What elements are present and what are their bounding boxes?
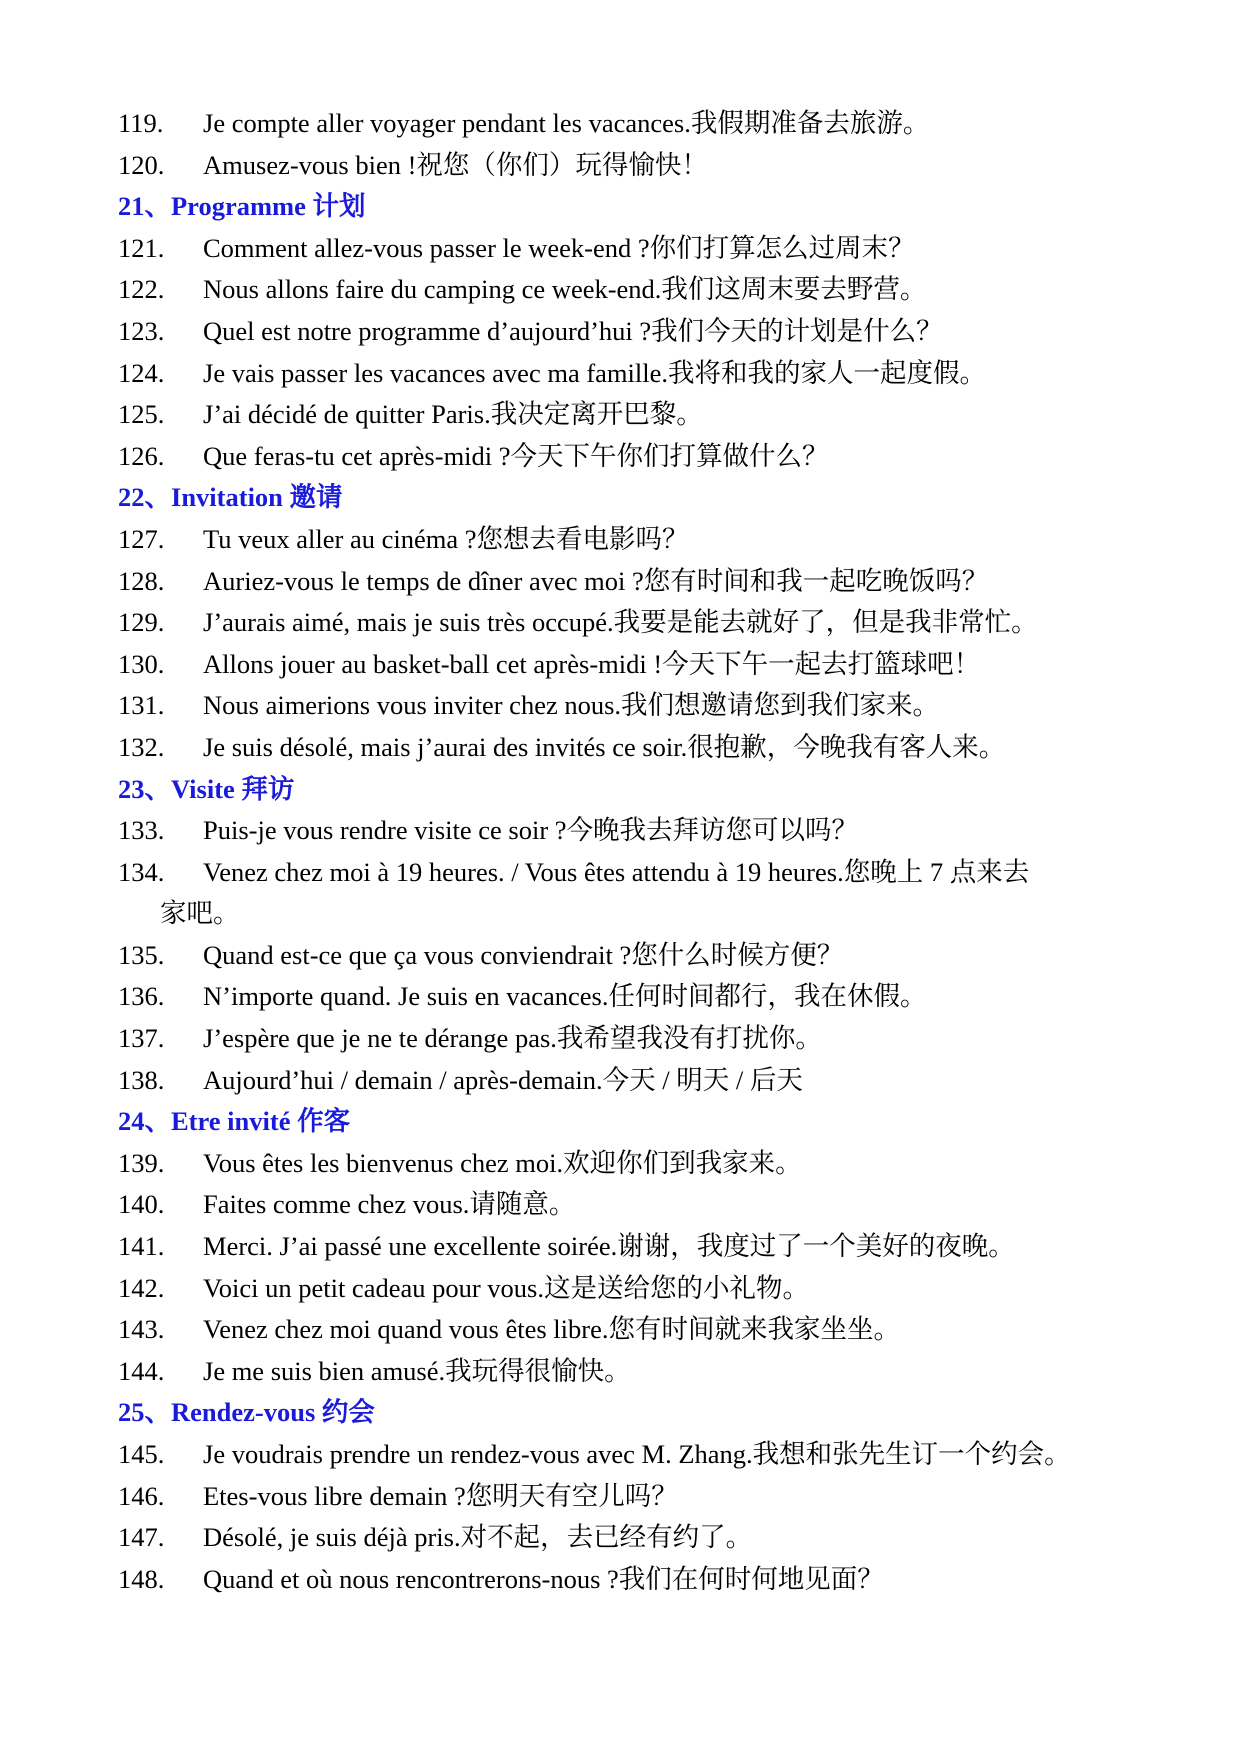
list-item-number: 119. bbox=[118, 108, 164, 138]
list-item-text: J’espère que je ne te dérange pas.我希望我没有打扰你。 bbox=[203, 1023, 822, 1054]
list-item bbox=[0, 1018, 1241, 1060]
list-item-number: 128. bbox=[118, 565, 165, 596]
list-item-text: Que feras-tu cet après-midi ?今天下午你们打算做什么？ bbox=[203, 440, 829, 471]
section-heading-text: 23、Visite 拜访 bbox=[118, 773, 295, 804]
list-item-text: Quand est-ce que ça vous conviendrait ?您什么时候方便？ bbox=[203, 939, 844, 970]
list-item-text: Etes-vous libre demain ?您明天有空儿吗？ bbox=[203, 1480, 678, 1511]
list-item-text: Vous êtes les bienvenus chez moi.欢迎你们到我家来。 bbox=[203, 1147, 802, 1178]
list-item-number: 141. bbox=[118, 1231, 165, 1262]
list-item bbox=[0, 1060, 1241, 1102]
list-item bbox=[0, 1226, 1241, 1268]
section-heading-text: 24、Etre invité 作客 bbox=[118, 1106, 351, 1137]
list-item-number: 138. bbox=[118, 1064, 165, 1095]
list-item bbox=[0, 103, 1241, 145]
list-item bbox=[0, 976, 1241, 1018]
list-item-text: Désolé, je suis déjà pris.对不起，去已经有约了。 bbox=[203, 1522, 753, 1553]
list-item-text: Merci. J’ai passé une excellente soirée.谢谢，我度过了一个美好的夜晚。 bbox=[203, 1231, 1015, 1262]
list-item-number: 132. bbox=[118, 731, 165, 762]
list-item-number: 145. bbox=[118, 1439, 165, 1469]
list-item-text: Quel est notre programme d’aujourd’hui ?我们今天的计划是什么？ bbox=[203, 315, 943, 346]
list-item-text: J’aurais aimé, mais je suis très occupé.我要是能去就好了，但是我非常忙。 bbox=[203, 607, 1038, 638]
list-item bbox=[0, 311, 1241, 353]
list-item-number: 144. bbox=[118, 1355, 165, 1386]
list-item-number: 133. bbox=[118, 815, 165, 846]
list-item-number: 121. bbox=[118, 232, 165, 263]
list-item bbox=[0, 1143, 1241, 1185]
list-item-text: Comment allez-vous passer le week-end ?你们打算怎么过周末？ bbox=[203, 232, 915, 263]
list-item bbox=[0, 1351, 1241, 1393]
section-heading bbox=[0, 186, 1241, 228]
list-item-text: N’importe quand. Je suis en vacances.任何时间都行，我在休假。 bbox=[203, 981, 927, 1012]
list-item-number: 140. bbox=[118, 1189, 165, 1220]
list-item-number: 129. bbox=[118, 607, 165, 638]
list-item-text: Amusez-vous bien !祝您（你们）玩得愉快！ bbox=[203, 149, 708, 180]
list-item-text: J’ai décidé de quitter Paris.我决定离开巴黎。 bbox=[203, 399, 703, 430]
list-item-number: 139. bbox=[118, 1147, 165, 1178]
list-item-number: 147. bbox=[118, 1522, 165, 1553]
list-item-number: 142. bbox=[118, 1272, 165, 1303]
section-heading-text: 25、Rendez-vous 约会 bbox=[118, 1397, 375, 1428]
list-item bbox=[0, 685, 1241, 727]
document-page bbox=[0, 103, 1241, 1600]
list-item bbox=[0, 353, 1241, 395]
list-item-text: Je suis désolé, mais j’aurai des invités ce soir.很抱歉，今晚我有客人来。 bbox=[203, 731, 1006, 762]
list-item bbox=[0, 935, 1241, 977]
list-item-number: 134. bbox=[118, 856, 165, 887]
section-heading bbox=[0, 477, 1241, 519]
list-item-number: 124. bbox=[118, 357, 165, 388]
list-item-text: Nous allons faire du camping ce week-end.我们这周末要去野营。 bbox=[203, 274, 927, 305]
list-item bbox=[0, 145, 1241, 187]
list-item-text: Faites comme chez vous.请随意。 bbox=[203, 1189, 576, 1220]
list-item bbox=[0, 1434, 1241, 1476]
list-item-number: 126. bbox=[118, 440, 165, 471]
list-item-number: 137. bbox=[118, 1023, 165, 1054]
list-item-text: Puis-je vous rendre visite ce soir ?今晚我去拜访您可以吗？ bbox=[203, 815, 859, 846]
list-item bbox=[0, 1476, 1241, 1518]
list-item-number: 125. bbox=[118, 399, 165, 430]
list-item-number: 122. bbox=[118, 274, 165, 305]
list-item-number: 143. bbox=[118, 1314, 165, 1345]
list-item-number: 127. bbox=[118, 523, 165, 554]
list-item bbox=[0, 644, 1241, 686]
list-item-text: Je voudrais prendre un rendez-vous avec M. Zhang.我想和张先生订一个约会。 bbox=[203, 1439, 1071, 1469]
list-item-number: 120. bbox=[118, 149, 165, 180]
list-item-continuation bbox=[0, 893, 1241, 935]
list-item-text: Aujourd’hui / demain / après-demain.今天 / 明天 / 后天 bbox=[203, 1064, 803, 1095]
list-item bbox=[0, 810, 1241, 852]
list-item-number: 148. bbox=[118, 1563, 165, 1594]
list-item bbox=[0, 852, 1241, 894]
list-item bbox=[0, 1268, 1241, 1310]
section-heading-text: 22、Invitation 邀请 bbox=[118, 482, 343, 513]
list-item bbox=[0, 1184, 1241, 1226]
list-item-number: 131. bbox=[118, 690, 165, 721]
list-item-text: Voici un petit cadeau pour vous.这是送给您的小礼物。 bbox=[203, 1272, 809, 1303]
list-item bbox=[0, 436, 1241, 478]
list-item bbox=[0, 519, 1241, 561]
list-item-text: 家吧。 bbox=[160, 898, 240, 929]
list-item-text: Nous aimerions vous inviter chez nous.我们想邀请您到我们家来。 bbox=[203, 690, 940, 721]
section-heading bbox=[0, 1392, 1241, 1434]
list-item-number: 130. bbox=[118, 648, 165, 679]
list-item-text: Quand et où nous rencontrerons-nous ?我们在何时何地见面？ bbox=[203, 1563, 884, 1594]
list-item-text: Venez chez moi quand vous êtes libre.您有时间就来我家坐坐。 bbox=[203, 1314, 900, 1345]
list-item bbox=[0, 561, 1241, 603]
section-heading bbox=[0, 769, 1241, 811]
list-item-text: Je vais passer les vacances avec ma famille.我将和我的家人一起度假。 bbox=[203, 357, 987, 388]
list-item bbox=[0, 1559, 1241, 1601]
list-item-text: Venez chez moi à 19 heures. / Vous êtes attendu à 19 heures.您晚上 7 点来去 bbox=[203, 856, 1030, 887]
list-item-number: 146. bbox=[118, 1480, 165, 1511]
list-item-text: Je compte aller voyager pendant les vacances.我假期准备去旅游。 bbox=[203, 108, 930, 138]
list-item-text: Je me suis bien amusé.我玩得很愉快。 bbox=[203, 1355, 631, 1386]
list-item bbox=[0, 228, 1241, 270]
list-item-text: Tu veux aller au cinéma ?您想去看电影吗？ bbox=[203, 523, 689, 554]
list-item-text: Auriez-vous le temps de dîner avec moi ?您有时间和我一起吃晚饭吗？ bbox=[203, 565, 989, 596]
list-item-number: 136. bbox=[118, 981, 165, 1012]
list-item bbox=[0, 394, 1241, 436]
list-item bbox=[0, 1309, 1241, 1351]
list-item bbox=[0, 269, 1241, 311]
list-item bbox=[0, 727, 1241, 769]
list-item bbox=[0, 1517, 1241, 1559]
list-item-number: 135. bbox=[118, 939, 165, 970]
section-heading-text: 21、Programme 计划 bbox=[118, 191, 366, 222]
list-item-number: 123. bbox=[118, 315, 165, 346]
section-heading bbox=[0, 1101, 1241, 1143]
list-item-text: Allons jouer au basket-ball cet après-midi !今天下午一起去打篮球吧！ bbox=[203, 648, 981, 679]
list-item bbox=[0, 602, 1241, 644]
